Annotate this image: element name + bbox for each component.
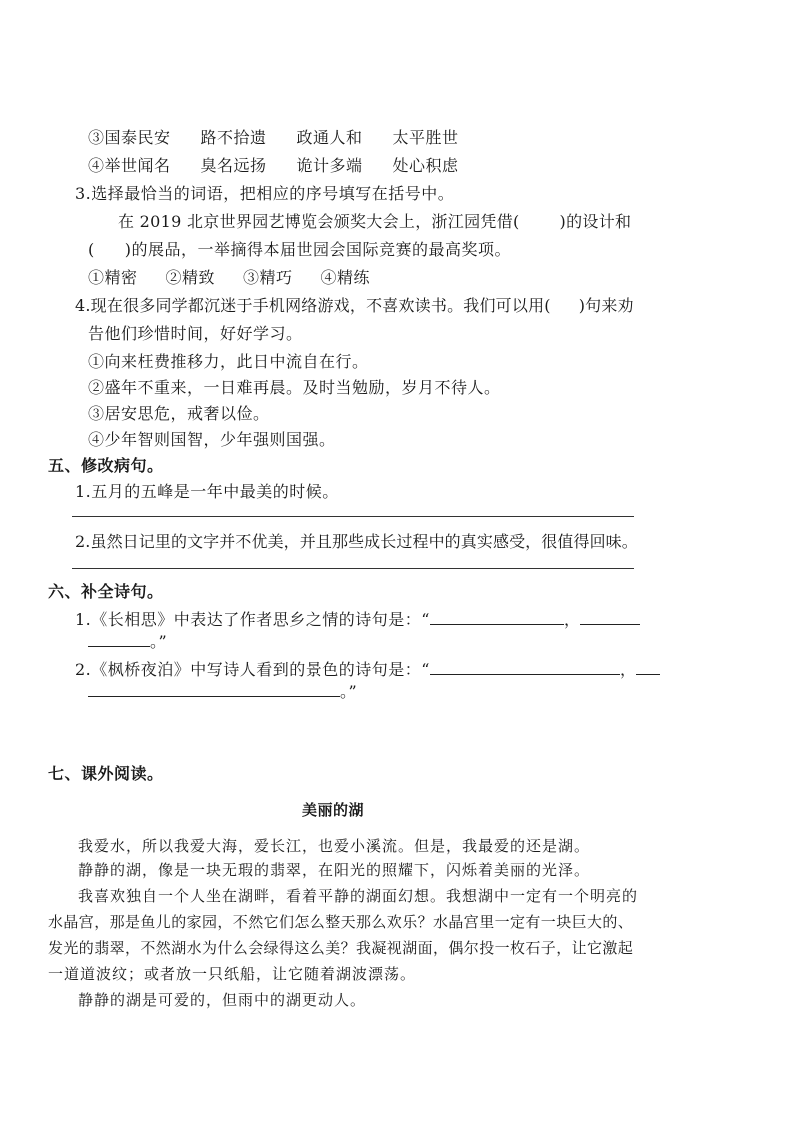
idiom-option: ④举世闻名: [88, 156, 171, 175]
question-text: )的设计和: [559, 212, 632, 231]
poem-question-1-cont: [88, 632, 167, 652]
reading-paragraph: 静静的湖是可爱的，但雨中的湖更动人。: [78, 991, 367, 1009]
reading-paragraph: 发光的翡翠，不然湖水为什么会绿得这么美？我凝视湖面，偶尔投一枚石子，让它激起: [48, 939, 634, 957]
reading-paragraph: 我喜欢独自一个人坐在湖畔，看着平静的湖面幻想。我想湖中一定有一个明亮的: [78, 887, 639, 905]
question-text: )的展品，一举摘得本届世园会国际竞赛的最高奖项。: [124, 240, 511, 259]
choice-option: ③精巧: [243, 268, 293, 287]
reading-paragraph: 静静的湖，像是一块无瑕的翡翠，在阳光的照耀下，闪烁着美丽的光泽。: [78, 861, 591, 879]
idiom-option: 诡计多端: [296, 156, 363, 175]
choice-option: ④精练: [320, 268, 371, 287]
answer-blank[interactable]: [430, 660, 620, 675]
poem-question-1: [75, 610, 640, 630]
idiom-row-3: [88, 128, 459, 148]
answer-blank[interactable]: [88, 632, 150, 647]
question-3-line1: [118, 212, 631, 232]
sentence-2: 2.虽然日记里的文字并不优美，并且那些成长过程中的真实感受，很值得回味。: [75, 532, 638, 551]
question-text: 4.现在很多同学都沉迷于手机网络游戏，不喜欢读书。我们可以用(: [75, 296, 551, 315]
question-3-choices: [88, 268, 370, 288]
idiom-option: 处心积虑: [392, 156, 459, 175]
idiom-option: 太平胜世: [392, 128, 459, 147]
answer-blank[interactable]: [636, 660, 660, 675]
idiom-option: ③国泰民安: [88, 128, 171, 147]
reading-paragraph: 水晶宫，那是鱼儿的家园，不然它们怎么整天那么欢乐？水晶宫里一定有一块巨大的、: [48, 913, 634, 931]
answer-line[interactable]: [72, 516, 634, 517]
punctuation: 。”: [150, 632, 168, 651]
section-6-heading: 六、补全诗句。: [48, 582, 164, 601]
reading-paragraph: 一道道波纹；或者放一只纸船，让它随着湖波漂荡。: [48, 965, 417, 983]
poem-question-2: [75, 660, 660, 680]
idiom-option: 路不拾遗: [200, 128, 267, 147]
section-5-heading: 五、修改病句。: [48, 456, 164, 475]
idiom-option: 臭名远扬: [200, 156, 267, 175]
question-4-choice: ③居安思危，戒奢以俭。: [88, 404, 270, 423]
reading-title: 美丽的湖: [302, 801, 365, 819]
question-3-title: 3.选择最恰当的词语，把相应的序号填写在括号中。: [75, 184, 455, 203]
idiom-row-4: [88, 156, 459, 176]
answer-blank[interactable]: [580, 610, 640, 625]
answer-blank[interactable]: [88, 682, 340, 697]
question-text: (: [88, 240, 95, 259]
reading-paragraph: 我爱水，所以我爱大海，爱长江，也爱小溪流。但是，我最爱的还是湖。: [78, 837, 591, 855]
question-4-line1: [75, 296, 634, 316]
question-4-choice: ④少年智则国智，少年强则国强。: [88, 430, 336, 449]
question-text: 在 2019 北京世界园艺博览会颁奖大会上，浙江园凭借(: [118, 212, 520, 231]
punctuation: ，: [563, 610, 581, 629]
question-4-line2: 告他们珍惜时间，好好学习。: [88, 324, 303, 343]
question-text: 2.《枫桥夜泊》中写诗人看到的景色的诗句是：“: [75, 660, 430, 679]
question-4-choice: ②盛年不重来，一日难再晨。及时当勉励，岁月不待人。: [88, 378, 501, 397]
question-3-line2: [88, 240, 511, 260]
sentence-1: 1.五月的五峰是一年中最美的时候。: [75, 482, 339, 501]
poem-question-2-cont: [88, 682, 357, 702]
idiom-option: 政通人和: [296, 128, 363, 147]
choice-option: ②精致: [165, 268, 216, 287]
question-text: )句来劝: [578, 296, 634, 315]
punctuation: ，: [619, 660, 637, 679]
section-7-heading: 七、课外阅读。: [48, 764, 164, 783]
punctuation: 。”: [340, 682, 358, 701]
choice-option: ①精密: [88, 268, 138, 287]
question-text: 1.《长相思》中表达了作者思乡之情的诗句是：“: [75, 610, 430, 629]
answer-blank[interactable]: [430, 610, 564, 625]
question-4-choice: ①向来枉费推移力，此日中流自在行。: [88, 352, 369, 371]
answer-line[interactable]: [72, 568, 634, 569]
